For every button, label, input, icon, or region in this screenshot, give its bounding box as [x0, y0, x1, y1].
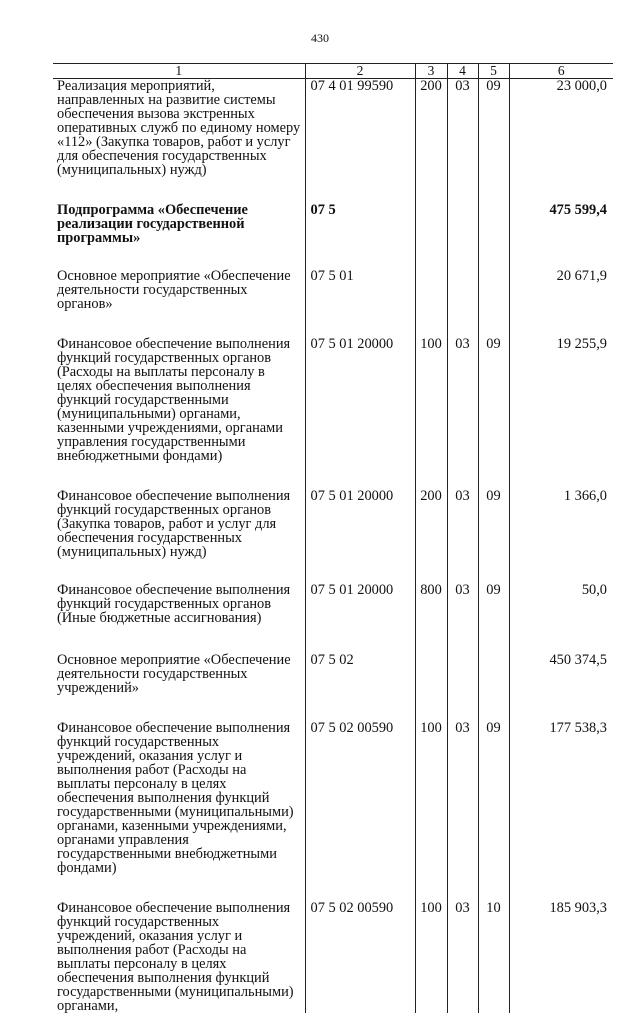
row-code: 07 5 02 00590	[305, 721, 415, 901]
row-column-4	[447, 653, 478, 721]
row-column-4: 03	[447, 79, 478, 204]
table-row	[53, 653, 613, 721]
row-description: Финансовое обеспечение выполнения функций государственных учреждений, оказания услуг и выполнения работ (Расходы на выплаты персоналу в целях обеспечения выполнения функций государственными (муниципальными) органами,	[57, 900, 294, 1014]
row-column-4: 03	[447, 489, 478, 583]
row-column-5: 09	[478, 721, 509, 901]
column-header-2: 2	[305, 64, 415, 79]
row-column-5: 10	[478, 901, 509, 1013]
budget-table	[53, 63, 613, 1013]
row-column-5: 09	[478, 79, 509, 204]
row-column-3: 800	[415, 583, 447, 653]
row-column-3: 100	[415, 721, 447, 901]
row-amount: 450 374,5	[509, 653, 613, 721]
row-code: 07 5 01 20000	[305, 337, 415, 489]
row-code: 07 5 01 20000	[305, 583, 415, 653]
column-header-3: 3	[415, 64, 447, 79]
row-amount: 1 366,0	[509, 489, 613, 583]
table-row	[53, 583, 613, 653]
row-column-3	[415, 269, 447, 337]
row-column-3: 100	[415, 337, 447, 489]
row-description: Подпрограмма «Обеспечение реализации государственной программы»	[57, 202, 248, 246]
row-code: 07 5 01	[305, 269, 415, 337]
row-column-5	[478, 653, 509, 721]
row-description: Финансовое обеспечение выполнения функций государственных органов (Иные бюджетные ассигнования)	[57, 582, 291, 626]
table-row	[53, 901, 613, 1013]
table-row	[53, 721, 613, 901]
row-code: 07 4 01 99590	[305, 79, 415, 204]
column-header-1: 1	[53, 64, 305, 79]
row-description: Финансовое обеспечение выполнения функций государственных органов (Закупка товаров, работ и услуг для обеспечения государственных (муниципальных) нужд)	[57, 488, 291, 560]
row-description: Основное мероприятие «Обеспечение деятельности государственных органов»	[57, 268, 291, 312]
row-code: 07 5 01 20000	[305, 489, 415, 583]
row-column-5: 09	[478, 583, 509, 653]
row-description: Финансовое обеспечение выполнения функций государственных органов (Расходы на выплаты персоналу в целях обеспечения выполнения функций государственными (муниципальными) органами, казенными учреждениями, органами управления государственными внебюджетными фондами)	[57, 336, 291, 464]
table-row	[53, 79, 613, 204]
row-description: Финансовое обеспечение выполнения функций государственных учреждений, оказания услуг и выполнения работ (Расходы на выплаты персоналу в целях обеспечения выполнения функций государственными (муниципальными) органами, казенными учреждениями, органами управления государственными внебюджетными фондами)	[57, 720, 294, 876]
row-column-4	[447, 203, 478, 269]
row-amount: 23 000,0	[509, 79, 613, 204]
row-code: 07 5 02	[305, 653, 415, 721]
row-column-3	[415, 653, 447, 721]
row-amount: 475 599,4	[509, 203, 613, 269]
table-row	[53, 203, 613, 269]
column-header-4: 4	[447, 64, 478, 79]
table-row	[53, 489, 613, 583]
row-code: 07 5 02 00590	[305, 901, 415, 1013]
row-amount: 185 903,3	[509, 901, 613, 1013]
row-column-4	[447, 269, 478, 337]
row-column-5	[478, 269, 509, 337]
page-number: 430	[311, 31, 329, 45]
row-column-4: 03	[447, 721, 478, 901]
row-column-4: 03	[447, 583, 478, 653]
row-column-5: 09	[478, 337, 509, 489]
row-column-3	[415, 203, 447, 269]
row-code: 07 5	[305, 203, 415, 269]
row-amount: 177 538,3	[509, 721, 613, 901]
table-row	[53, 269, 613, 337]
row-column-5	[478, 203, 509, 269]
row-column-3: 100	[415, 901, 447, 1013]
row-column-4: 03	[447, 901, 478, 1013]
column-header-5: 5	[478, 64, 509, 79]
row-description: Реализация мероприятий, направленных на развитие системы обеспечения вызова экстренных оперативных служб по единому номеру «112» (Закупка товаров, работ и услуг для обеспечения государственных (муниципальных) нужд)	[57, 78, 301, 178]
row-amount: 20 671,9	[509, 269, 613, 337]
row-description: Основное мероприятие «Обеспечение деятельности государственных учреждений»	[57, 652, 291, 696]
row-column-3: 200	[415, 79, 447, 204]
row-amount: 50,0	[509, 583, 613, 653]
row-column-5: 09	[478, 489, 509, 583]
row-column-4: 03	[447, 337, 478, 489]
table-row	[53, 337, 613, 489]
row-amount: 19 255,9	[509, 337, 613, 489]
table-header-row	[53, 64, 613, 79]
row-column-3: 200	[415, 489, 447, 583]
column-header-6: 6	[509, 64, 613, 79]
